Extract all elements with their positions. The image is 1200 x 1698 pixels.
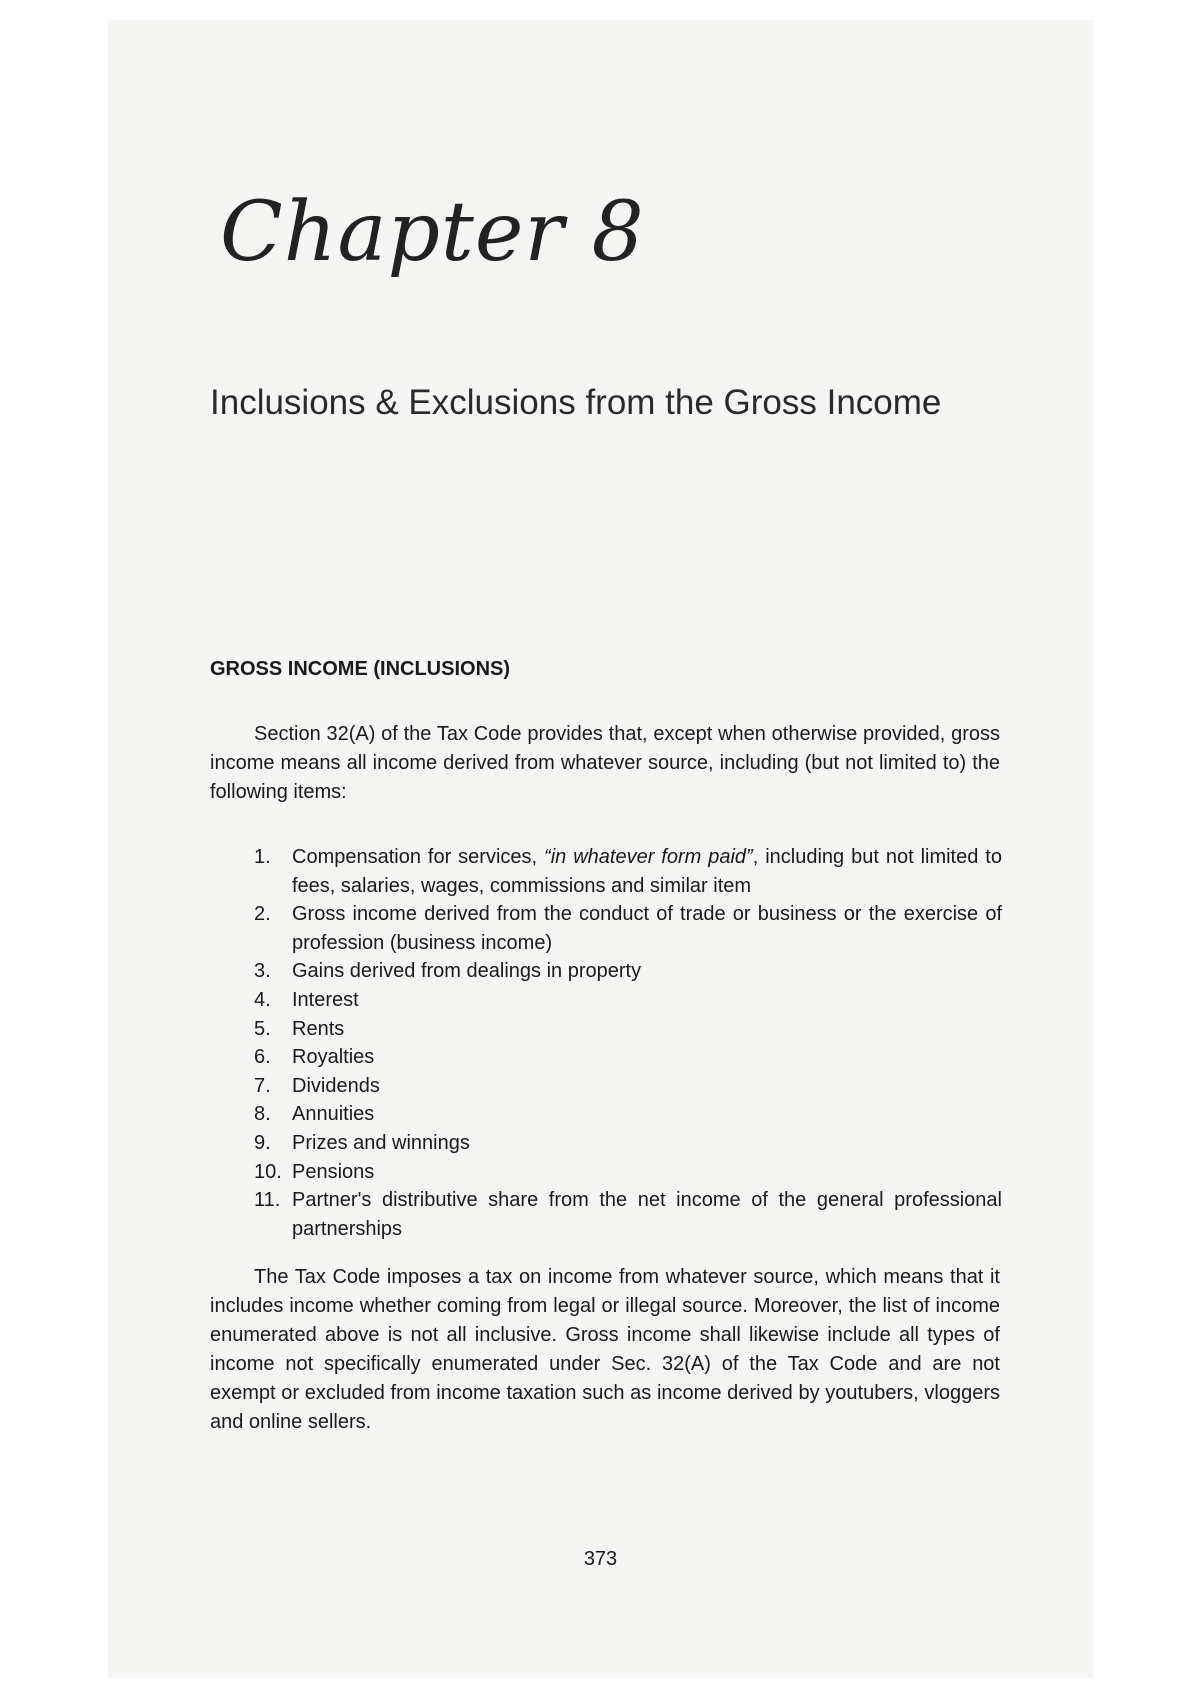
list-item-text: Dividends [292, 1074, 380, 1097]
list-item-number: 1. [254, 846, 271, 868]
list-item-text: Pensions [292, 1160, 375, 1183]
list-item-number: 9. [254, 1131, 271, 1154]
list-item-text: Interest [292, 988, 359, 1011]
list-item-text: Partner's distributive share from the net income of the general professional partnerships [292, 1189, 1002, 1240]
book-page [108, 20, 1093, 1678]
list-item-text: Prizes and winnings [292, 1131, 470, 1154]
list-item [254, 986, 1002, 1015]
list-item-text: Royalties [292, 1046, 375, 1069]
list-item-number: 4. [254, 988, 271, 1011]
list-item-text: Gross income derived from the conduct of trade or business or the exercise of profession (business income) [292, 903, 1002, 954]
list-item-text: Annuities [292, 1103, 375, 1126]
list-item-number: 3. [254, 960, 271, 983]
list-item-number: 11. [254, 1189, 281, 1212]
income-items-list [254, 843, 1002, 1243]
intro-paragraph: Section 32(A) of the Tax Code provides that, except when otherwise provided, gross income means all income derived from whatever source, including (but not limited to) the following items: [210, 723, 1000, 803]
chapter-subtitle: Inclusions & Exclusions from the Gross Income [210, 383, 942, 422]
list-item [254, 1100, 1002, 1129]
list-item-number: 10. [254, 1160, 282, 1183]
list-item [254, 1043, 1002, 1072]
list-item [254, 900, 1002, 957]
page-number: 373 [583, 1548, 618, 1570]
list-item-number: 6. [254, 1046, 271, 1069]
list-item-text: Compensation for services, “in whatever form paid”, including but not limited to fees, salaries, wages, commissions and similar item [292, 846, 1002, 897]
list-item [254, 843, 1002, 900]
list-item [254, 1015, 1002, 1044]
list-item [254, 1129, 1002, 1158]
list-item [254, 1158, 1002, 1187]
list-item-number: 2. [254, 903, 271, 926]
list-item-text: Gains derived from dealings in property [292, 960, 642, 983]
chapter-title: Chapter 8 [220, 185, 645, 280]
list-item [254, 1072, 1002, 1101]
list-item [254, 957, 1002, 986]
list-item [254, 1186, 1002, 1243]
list-item-number: 7. [254, 1074, 271, 1097]
closing-paragraph: The Tax Code imposes a tax on income from whatever source, which means that it includes income whether coming from legal or illegal source. Moreover, the list of income enumerated above is not all inclusive. Gross income shall likewise include all types of income not specifically enumerated under Sec. 32(A) of the Tax Code and are not exempt or excluded from income taxation such as income derived by youtubers, vloggers and online sellers. [210, 1266, 1000, 1433]
list-item-number: 8. [254, 1103, 271, 1126]
list-item-number: 5. [254, 1017, 271, 1040]
emphasis-text: “in whatever form paid” [544, 846, 753, 868]
section-heading: GROSS INCOME (INCLUSIONS) [210, 658, 511, 680]
list-item-text: Rents [292, 1017, 345, 1040]
